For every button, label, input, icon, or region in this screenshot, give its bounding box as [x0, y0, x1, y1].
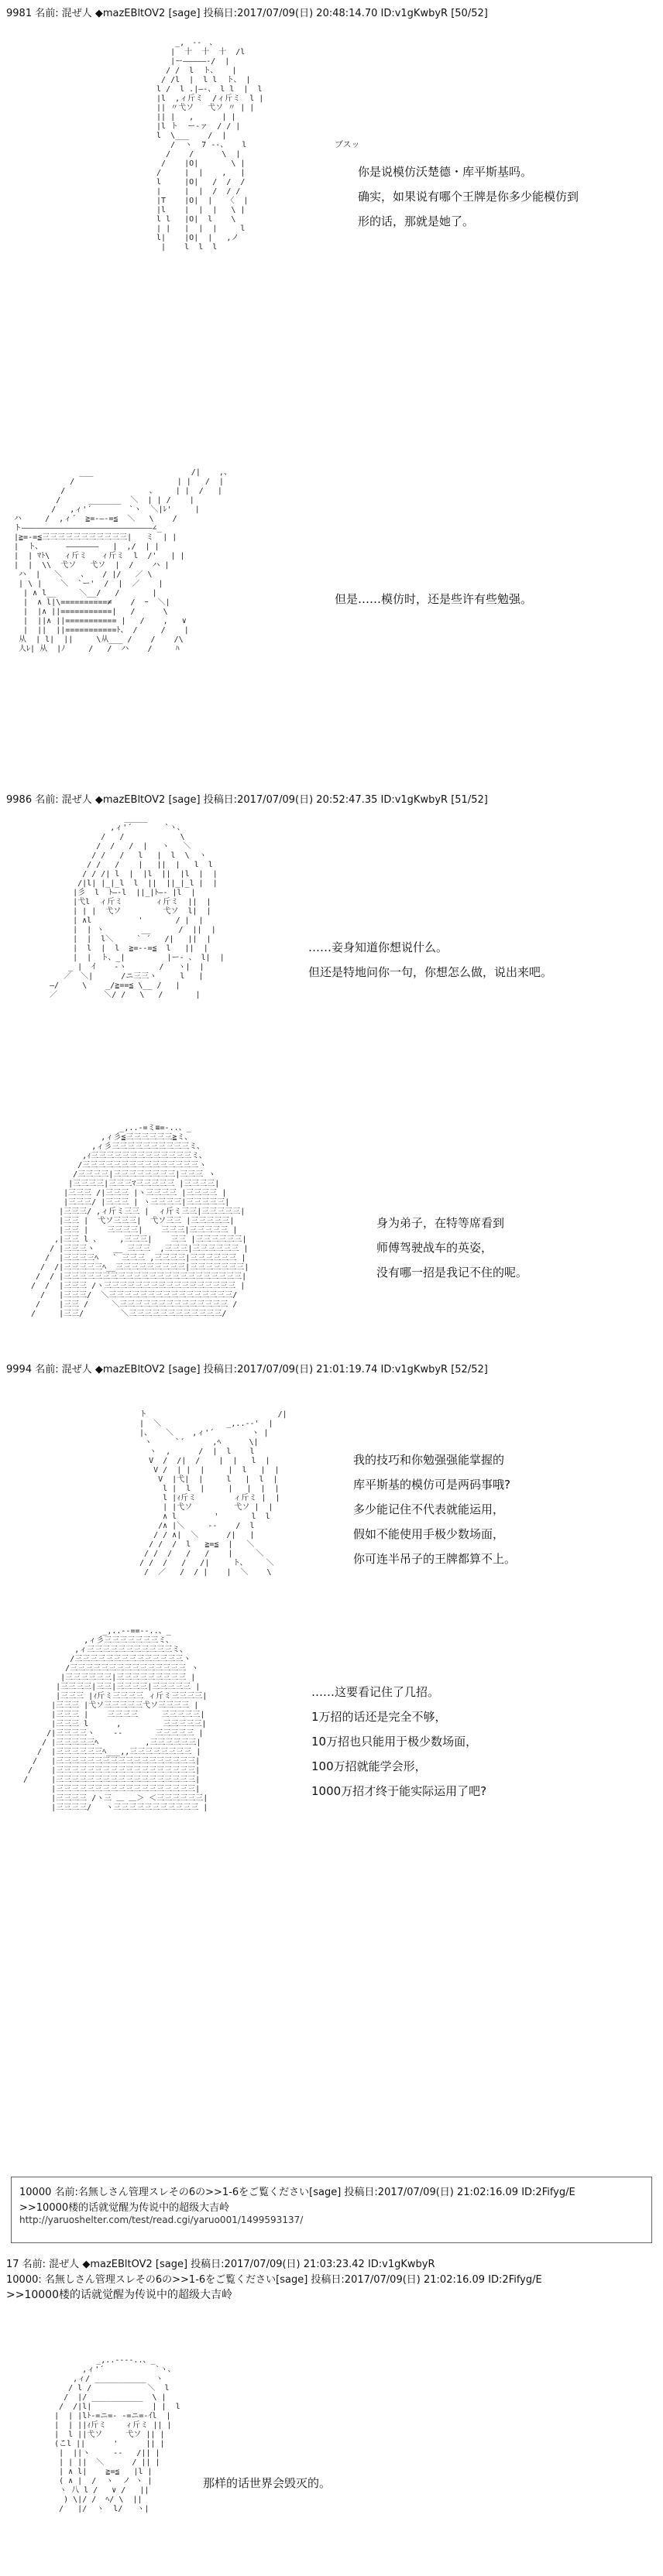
dialogue-block: [311, 1680, 486, 1804]
dialogue-line: ……这要看记住了几招。: [311, 1685, 440, 1699]
dialogue-line: 假如不能使用手极少数场面，: [353, 1527, 505, 1541]
dialogue-line: 形的话，那就是她了。: [358, 214, 475, 228]
dialogue-line: 你可连半吊子的王牌都算不上。: [353, 1552, 517, 1566]
post-header: 9981 名前: 混ぜ人 ◆mazEBltOV2 [sage] 投稿日:2017/07/09(日) 20:48:14.70 ID:v1gKwbyR [50/52]: [6, 8, 488, 19]
dialogue-block: [203, 2471, 331, 2496]
quoted-post-body: >>10000楼的话就觉醒为传说中的超级大吉岭: [19, 2202, 230, 2214]
ascii-art-character: _,..-‐‐-..、_ ,ィ'´ `ヽ、 ,ィ/ ___________ ヽ / l / ＼ l / |/ ___________ \ | / /|l| | | l | | |lﾄ-=ニ=- -=ニ=-ｲl | | | ||ｨ斤ミ ィ斤ミ || | | l ||弋ソ 弋ソ || | (こl || ' || | | ||ヽ ‐‐ /|| | | | || ＼ / || | | ∧ l| ≧=≦ |l | ( ∧ | / ヽ ノ ヽ | ヽ 八 l / ∨ / || ) \|/ / ﾍ/ \ || / |/ ヽ l/ ヽ|: [54, 2356, 180, 2513]
quoted-post-header: 10000 名前:名無しさん管理スレその6の>>1-6をご覧ください[sage] 投稿日:2017/07/09(日) 21:02:16.09 ID:2Fifyg/E: [19, 2187, 575, 2198]
dialogue-line: 你是说模仿沃楚德・库平斯基吗。: [358, 165, 533, 179]
ascii-art-character: ト /| | ＼ _,..-‐' | |、 ＼ ,ィ'´ ヽ | ヽ `´ ,ﾍ \| ヽ , / | l l V / /| / | | l | V / | | | | l | | V |弋| | l | l | l | l | | | | | l |ｨ斤ミ ィ斤ミ | | | |弋ソ 弋ソ | | ∧ l ' l l /∧ |＼ ‐- / l / / ∧| ＼ /| | / / / l ≧=≦ | ＼ / / / / / | ＼ / / / / /| ト、 ＼ / ／ / / | | ＼ \: [139, 1410, 287, 1577]
dialogue-block: [353, 1447, 516, 1571]
ascii-art-character: _, -- 、 | 十 十 十 /l |ー―――――‐/ | / / l ト、 | / /l | l l ト、 | l / l .|―-、 l l | l |l ,ィ斤ミ /ィ斤ミ l | || 〃弋ソ 弋ソ 〃 | | || | , | | |l ト ー‐ァ / / | l \___ / | / ヽ 7 ‐-、 l / / \ | / |O| \ | / | | , | l |O| / / / | | | / / / |T |O| | 〈 | |l | | | \ | l l |O| l \ | | | | | l l| |O| | ,ノ | l l l: [156, 39, 264, 252]
post-header: 17 名前: 混ぜ人 ◆mazEBltOV2 [sage] 投稿日:2017/07/09(日) 21:03:23.42 ID:v1gKwbyR: [6, 2259, 435, 2270]
dialogue-line: 1万招的话还是完全不够，: [311, 1710, 447, 1724]
dialogue-line: 1000万招才终于能实际运用了吧?: [311, 1784, 487, 1798]
post-header: 9986 名前: 混ぜ人 ◆mazEBltOV2 [sage] 投稿日:2017/07/09(日) 20:52:47.35 ID:v1gKwbyR [51/52]: [6, 794, 488, 806]
dialogue-line: 那样的话世界会毁灭的。: [203, 2476, 332, 2490]
ascii-art-character: _,..-=ミ≡=-..、_ ,ィ彡≦三三三三三三≧ミ、 ,ィ彡三三三三三三三三三三ミ、 ,ｨ三三三三三三三三三三三三三ミ、 /三三三三三三三三三三三三三三三ヽ /三三三三|三三三三三三三三|三三三 ヽ |三三三三|三三三ﾏ三三三三三 |三三三三| |三三三 /|三三三 |ヽ三三三三 |三三三三 | |三三三/ |三三三 | ヽ三三三三|三三三三三| |三三三/ ,ィ斤ミ三三 | ィ斤ミ三三|三三三三三| |三三 | 弋ソ三三三| 弋ソ三三 |三三三三三| |三三 | 三三三三| 三三三|三三三三三 | ,|三三 l 、 ,三三三| 三三 |三三三三三三| / |三三三ヽ __ 三三三 ,三三三|三三三三三三 | / |三三三三ﾍ ` 三三三 ,三三三三|三三三三三三 | / /|三三三三三ﾍ__三三三三三三三三三|三三三三三三三| / / |三三三三三三三三三三三三三三三三三三三三三三三| / / |三三三 /ヽ三三三三三三三三三三三三三三三三三 | / |三三三/ ＼三三三三三三三三三三三三三三三三/ / |三三 / ＼三三三三三三三三三三三三三三 / / |三三/ ＼三三三三三三三三三三三三/: [31, 1124, 249, 1318]
ascii-art-character: ___ /| ,、 / | | / | / 、 | | / | / _______ ＼ | | / | / ,ィ'´ `ヽ ＼|ﾚ' | ハ / ,ィ´ ≧=-―-=≦ ＼ \ / ト――――――――――――――――――――――――――――∠_ |≧=-=≦三三三三三三三三三三三| ミ | | | ト、 ――――――― | ,/ | | | | ﾏﾄ\ ィ斤ミ ィ斤ミ l /' | | | | \\ 弋ソ 弋ソ | / ハ | ハ | ＼ 、 / |/ ／ \ | \ | ＼ `ー' / | ／ | | ∧ l__ ＼__/ / | | ∧ l|\==========≠ / ｰ ＼| | |∧ ||===========| / \ | ||∧ ||=========== | / , ∨ | || ||===========ﾄ、 / / | 从 | l| || \从___ / / /\ 人ﾚ| 从 |ﾉ / / ハ / ﾊ: [14, 468, 232, 653]
dialogue-line: 没有哪一招是我记不住的呢。: [376, 1266, 528, 1279]
dialogue-line: 100万招就能学会形，: [311, 1759, 427, 1773]
dialogue-block: [308, 935, 552, 985]
dialogue-line: ……妾身知道你想说什么。: [308, 940, 448, 954]
dialogue-block: [376, 1211, 527, 1285]
dialogue-line: 但是……模仿时，还是些许有些勉强。: [335, 592, 533, 606]
ascii-art-character: _____ ,ィ'´ `ヽ、 / / \ / / / | ヽ ＼ / / / l | l \ ヽ / / / | || | l l / / /| l | |l || |l | | /|l| |_|_l l || ||_|_l | | |彡 l ﾄ―‐l ||_|ﾄ―‐ |l | |弋l ィ斤ミ ィ斤ミ || | | | | 弋ソ 弋ソ l| | | ∧l ' / | | | | ヽ __ / || | | | l＼ ` ´ /| || | | l | l ≧=-‐=≦ l || | | | ト、_| |ー- 、 l| | _ | ｲ ‐ヽ / ヽ| | ／ ＼| /ニ三三ヽ l | ―/ \ _/≧==≦ \__ / | ／ ＼/ / \ / |: [50, 814, 225, 999]
sound-effect: ブスッ: [335, 139, 360, 149]
dialogue-block: [335, 587, 532, 611]
reply-body: >>10000楼的话就觉醒为传说中的超级大吉岭: [6, 2289, 232, 2301]
quoted-post: [11, 2177, 652, 2243]
post-header: 9994 名前: 混ぜ人 ◆mazEBltOV2 [sage] 投稿日:2017/07/09(日) 21:01:19.74 ID:v1gKwbyR [52/52]: [6, 1364, 488, 1375]
dialogue-line: 我的技巧和你勉强强能掌握的: [353, 1453, 505, 1467]
dialogue-line: 身为弟子，在特等席看到: [376, 1216, 505, 1230]
dialogue-line: 确实，如果说有哪个王牌是你多少能模仿到: [358, 190, 579, 204]
dialogue-block: [358, 159, 579, 234]
source-link[interactable]: http://yaruoshelter.com/test/read.cgi/yaruo001/1499593137/: [19, 2215, 304, 2225]
dialogue-line: 师傅驾驶战车的英姿，: [376, 1241, 493, 1255]
reply-header: 10000: 名無しさん管理スレその6の>>1-6をご覧ください[sage] 投稿日:2017/07/09(日) 21:02:16.09 ID:2Fifyg/E: [6, 2274, 542, 2286]
dialogue-line: 10万招也只能用于极少数场面，: [311, 1735, 478, 1749]
dialogue-line: 多少能记住不代表就能运用，: [353, 1502, 505, 1516]
ascii-art-character: _,..-‐==‐-..、_ ,ィ彡三三三三三三三ミ、 ,ィ三三三三三三三三三三三ミ、 /三三三三三三三三三三三三三三ヽ /三三三三三三三三三三三三三三三 ヽ |三三三三三三|三三三三三三三三三 | |三三三三|三三|三三三三|三三三三三 | |三三三 |ｨ斤ミ三三三三 ィ斤ミ三三三三| |三三三 |弋ソ三三三三三弋ソ三三三三 | |三三三 | 三三三三 三三三三三| |三三三 l , 三三三三三| /|三三三三ヽ ‐- 三三三三三 | / |三三三三三ﾍ ,三三三三三三| / |三三三三三三ﾍ___,,三三三三三三三三 | / |三三三三三三三三三三三三三三三三三三| / |三三三三三三三三三三三三三三三三三三| / |三三三三三三三三三三三三三三三三三三| |三三三三三三三三三三三三三三三三三三| |三三三三 /ヽ三 ＿ ＿＞ ＜三三三三三三| |三三三三/ ヽ三三三三三三三三三三三 |: [23, 1627, 208, 1812]
dialogue-line: 但还是特地问你一句，你想怎么做，说出来吧。: [308, 965, 553, 979]
dialogue-line: 库平斯基的模仿可是两码事哦?: [353, 1478, 510, 1492]
